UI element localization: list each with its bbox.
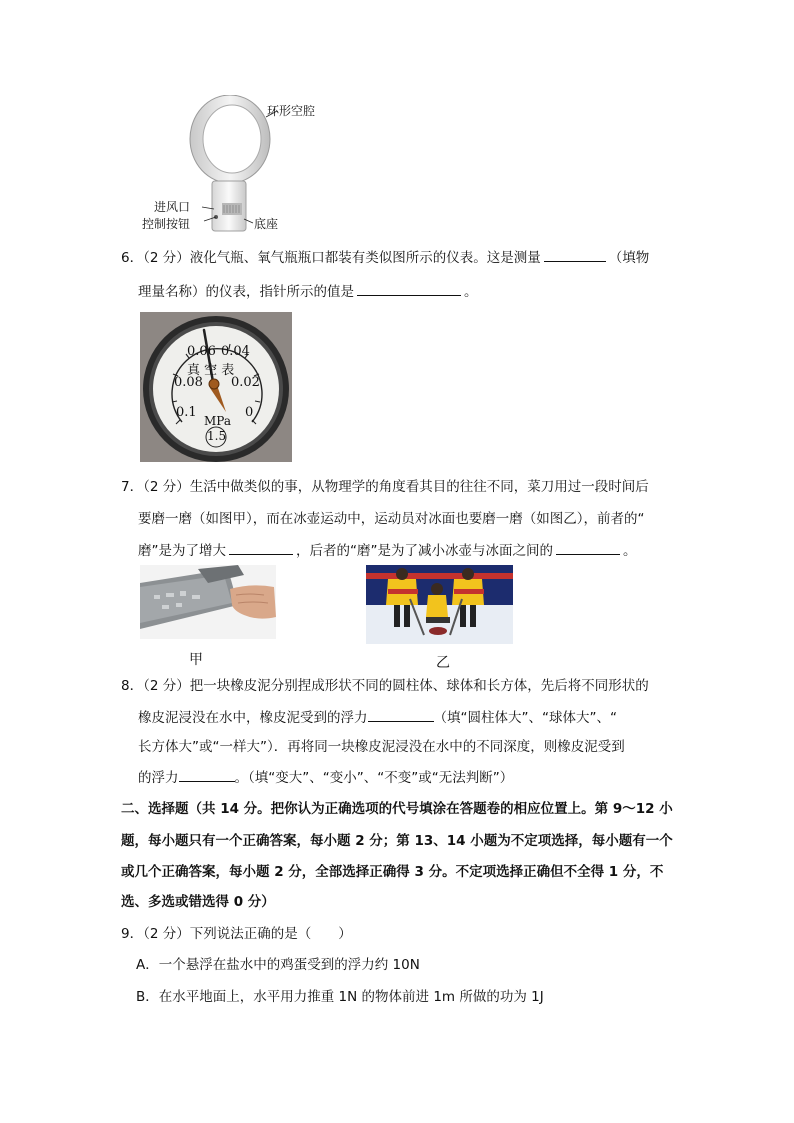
q7-blank-2[interactable] (556, 540, 620, 555)
gauge-label-002: 0.02 (231, 375, 260, 390)
q7-line-2: 要磨一磨（如图甲），而在冰壶运动中，运动员对冰面也要磨一磨（如图乙），前者的“ (138, 511, 645, 527)
gauge-grade: 1.5 (207, 429, 227, 443)
vacuum-gauge-photo (140, 312, 292, 462)
q6-line-2: 理量名称）的仪表，指针所示的值是 。 (138, 281, 478, 302)
label-air-inlet: 进风口 (154, 200, 191, 214)
section2-line-3: 或几个正确答案，每小题 2 分，全部选择正确得 3 分。不定项选择正确但不全得 1 分，不 (121, 864, 664, 880)
q7-line-1: 7．（2 分）生活中做类似的事，从物理学的角度看其目的往往不同，菜刀用过一段时间后 (121, 479, 649, 495)
q9-option-a[interactable]: A．一个悬浮在盐水中的鸡蛋受到的浮力约 10N (136, 957, 420, 973)
label-ring-cavity: 环形空腔 (267, 104, 316, 118)
q6-blank-1[interactable] (544, 247, 606, 262)
gauge-label-004: 0.04 (221, 344, 250, 359)
gauge-unit: MPa (204, 414, 231, 428)
caption-yi: 乙 (436, 655, 450, 671)
gauge-label-0: 0 (245, 405, 254, 420)
knife-sharpening-drawing (140, 565, 276, 639)
knife-sharpening-photo (140, 565, 276, 639)
gauge-label-006: 0.06 (187, 344, 216, 359)
q6-line-1: 6．（2 分）液化气瓶、氧气瓶瓶口都装有类似图所示的仪表。这是测量 （填物 (121, 247, 649, 268)
q7-blank-1[interactable] (229, 540, 293, 555)
bladeless-fan-figure (140, 95, 340, 235)
gauge-label-01: 0.1 (176, 405, 197, 420)
curling-drawing (366, 565, 513, 644)
q8-line-3: 长方体大”或“一样大”）．再将同一块橡皮泥浸没在水中的不同深度，则橡皮泥受到 (138, 739, 625, 755)
q8-line-1: 8．（2 分）把一块橡皮泥分别捏成形状不同的圆柱体、球体和长方体，先后将不同形状的 (121, 678, 649, 694)
q7-line-3: 磨”是为了增大 ，后者的“磨”是为了减小冰壶与冰面之间的 。 (138, 540, 637, 561)
q8-line-4: 的浮力 。（填“变大”、“变小”、“不变”或“无法判断”） (138, 767, 513, 788)
label-control-button: 控制按钮 (142, 217, 191, 231)
gauge-title: 真 空 表 (187, 363, 235, 378)
section2-line-1: 二、选择题（共 14 分。把你认为正确选项的代号填涂在答题卷的相应位置上。第 9～12 小 (121, 801, 673, 817)
q9-option-b[interactable]: B．在水平地面上，水平用力推重 1N 的物体前进 1m 所做的功为 1J (136, 989, 544, 1005)
section2-line-2: 题，每小题只有一个正确答案，每小题 2 分；第 13、14 小题为不定项选择，每小题有一个 (121, 833, 673, 849)
q8-line-2: 橡皮泥浸没在水中，橡皮泥受到的浮力 （填“圆柱体大”、“球体大”、“ (138, 707, 617, 728)
q6-blank-2[interactable] (357, 281, 461, 296)
gauge-label-008: 0.08 (174, 375, 203, 390)
label-base: 底座 (254, 217, 279, 231)
q8-blank-2[interactable] (179, 767, 235, 782)
q8-blank-1[interactable] (368, 707, 434, 722)
section2-line-4: 选、多选或错选得 0 分） (121, 894, 275, 910)
caption-jia: 甲 (189, 652, 203, 668)
curling-photo (366, 565, 513, 644)
q9-stem: 9．（2 分）下列说法正确的是（ ） (121, 926, 352, 942)
